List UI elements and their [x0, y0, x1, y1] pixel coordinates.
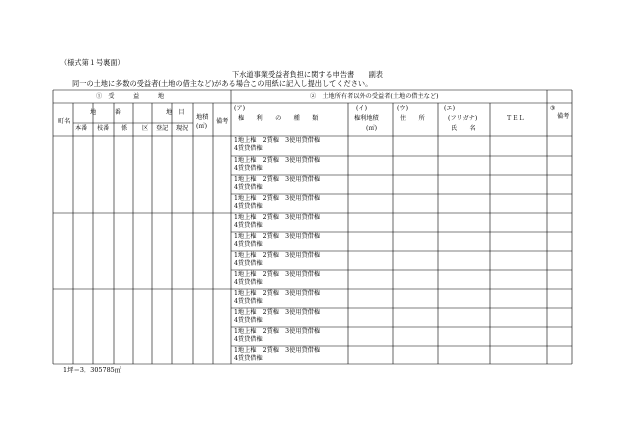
rights-option-line1: 1地上権 2賃権 3使用貸借権 — [234, 195, 321, 202]
header-town: 町名 — [58, 118, 71, 125]
rights-option-line2: 4賃貸借権 — [234, 355, 263, 362]
rights-option-line2: 4賃貸借権 — [234, 298, 263, 305]
rights-option-line1: 1地上権 2賃権 3使用貸借権 — [234, 290, 321, 297]
form-title: 下水道事業受益者負担に関する申告書 副表 — [232, 70, 383, 79]
rights-option-line1: 1地上権 2賃権 3使用貸借権 — [234, 233, 321, 240]
header-i-label: 権利地積 — [354, 115, 379, 122]
rights-option-line2: 4賃貸借権 — [234, 203, 263, 210]
header-note: 備考 — [216, 118, 229, 125]
rights-option-line1: 1地上権 2賃権 3使用貸借権 — [234, 137, 321, 144]
header-touki: 登記 — [156, 125, 169, 132]
form-instruction: 同一の土地に多数の受益者(土地の借主など)がある場合この用紙に記入し提出してください。 — [72, 79, 373, 88]
rights-option-line1: 1地上権 2賃権 3使用貸借権 — [234, 271, 321, 278]
section-1-label: ① 受 益 地 — [96, 93, 165, 100]
header-e-mark: (エ) — [444, 105, 456, 112]
footnote: 1坪＝3．305785㎡ — [63, 366, 122, 374]
header-u-label: 住 所 — [400, 115, 425, 122]
header-e-name: 氏 名 — [451, 125, 476, 132]
header-area: 地積 — [196, 114, 209, 121]
rights-option-line2: 4賃貸借権 — [234, 260, 263, 267]
rights-option-line2: 4賃貸借権 — [234, 222, 263, 229]
section-3-mark: ③ — [550, 105, 556, 112]
header-honban: 本番 — [75, 125, 88, 132]
form-number: （様式第１号裏面） — [60, 58, 125, 67]
rights-option-line2: 4賃貸借権 — [234, 145, 263, 152]
header-chimoku: 地 目 — [166, 109, 185, 116]
header-edaban: 枝番 — [97, 125, 110, 132]
header-chiban: 地 番 — [90, 109, 121, 116]
rights-option-line1: 1地上権 2賃権 3使用貸借権 — [234, 252, 321, 259]
header-e-furigana: (フリガナ) — [448, 115, 478, 122]
rights-option-line2: 4賃貸借権 — [234, 184, 263, 191]
rights-option-line1: 1地上権 2賃権 3使用貸借権 — [234, 157, 321, 164]
rights-option-line2: 4賃貸借権 — [234, 279, 263, 286]
header-genkyo: 現況 — [176, 125, 189, 132]
header-a-label: 権 利 の 種 類 — [238, 115, 319, 122]
rights-option-line1: 1地上権 2賃権 3使用貸借権 — [234, 347, 321, 354]
rights-option-line1: 1地上権 2賃権 3使用貸借権 — [234, 176, 321, 183]
rights-option-line2: 4賃貸借権 — [234, 336, 263, 343]
rights-option-line2: 4賃貸借権 — [234, 317, 263, 324]
rights-option-line1: 1地上権 2賃権 3使用貸借権 — [234, 328, 321, 335]
section-2-label: ② 土地所有者以外の受益者(土地の借主など) — [310, 93, 439, 100]
section-3-label: 備考 — [557, 113, 570, 120]
header-i-unit: (㎡) — [366, 125, 378, 132]
header-ku: 区 — [142, 125, 149, 132]
header-kakari: 係 — [121, 125, 128, 132]
header-u-mark: (ウ) — [397, 105, 409, 112]
header-a-mark: (ア) — [234, 105, 246, 112]
header-tel: ＴＥＬ — [506, 115, 525, 122]
rights-option-line2: 4賃貸借権 — [234, 241, 263, 248]
header-area-unit: (㎡) — [196, 123, 208, 130]
header-i-mark: (イ) — [356, 105, 368, 112]
rights-option-line1: 1地上権 2賃権 3使用貸借権 — [234, 309, 321, 316]
rights-option-line2: 4賃貸借権 — [234, 165, 263, 172]
rights-option-line1: 1地上権 2賃権 3使用貸借権 — [234, 214, 321, 221]
